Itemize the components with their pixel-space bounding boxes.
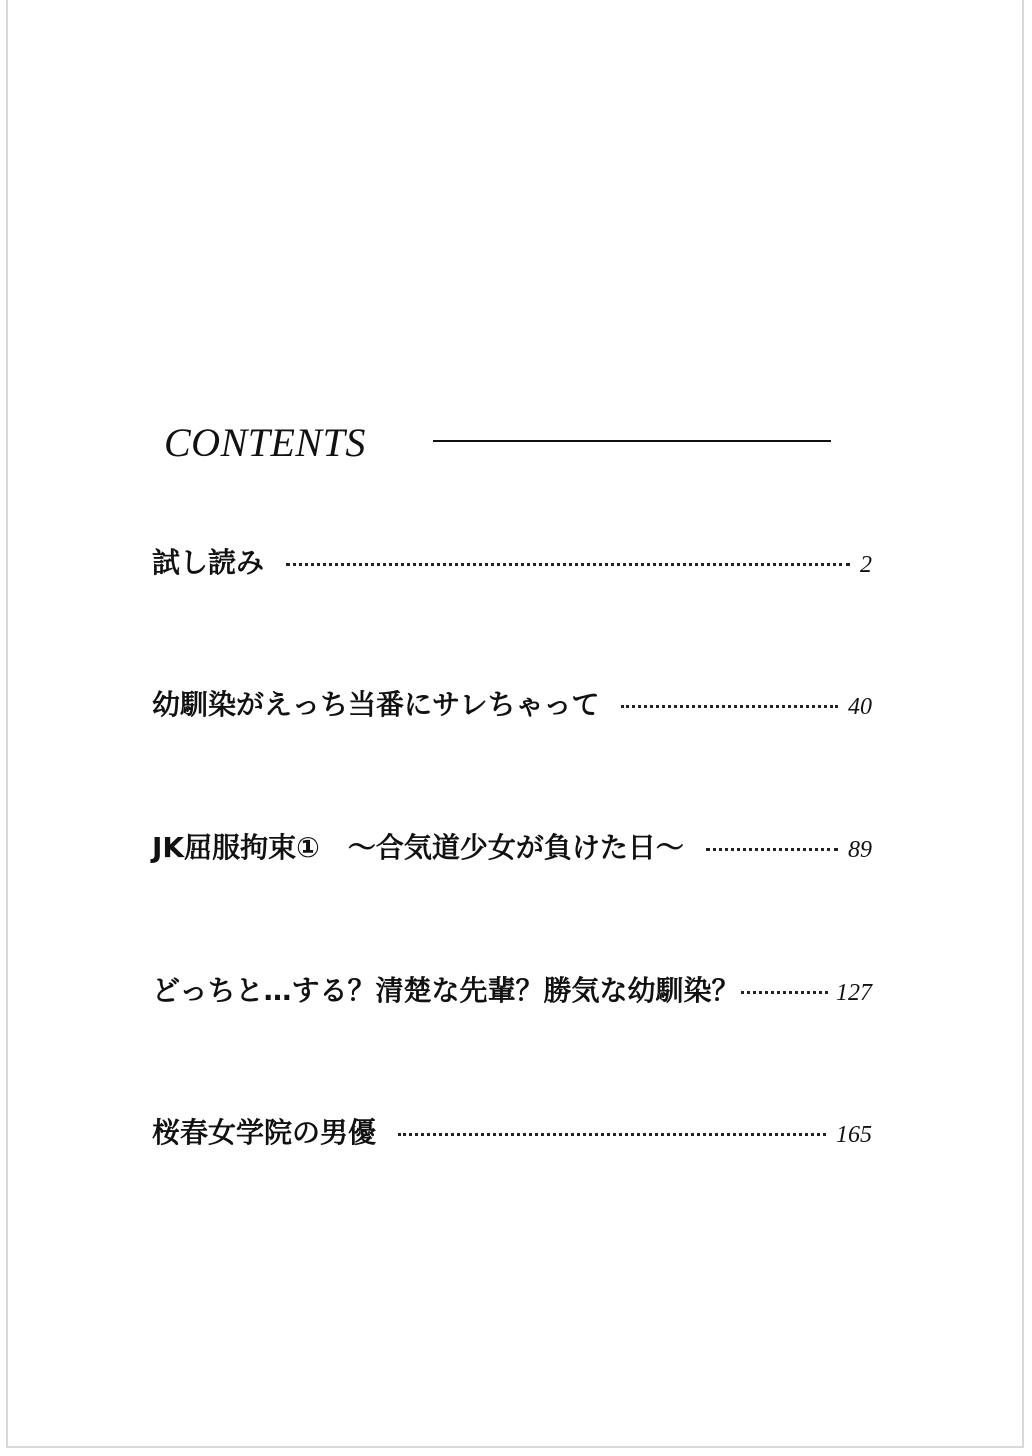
toc-page-number: 89 xyxy=(848,837,872,863)
toc-entry-title: 桜春女学院の男優 xyxy=(152,1116,377,1149)
toc-page-number: 2 xyxy=(860,552,872,578)
toc-dot-leader xyxy=(621,705,838,708)
contents-heading: CONTENTS xyxy=(164,420,366,465)
toc-entry xyxy=(152,682,872,728)
toc-page-number: 40 xyxy=(848,694,872,720)
toc-dot-leader xyxy=(398,1133,826,1136)
toc-entry-title: 幼馴染がえっち当番にサレちゃって xyxy=(152,688,600,721)
heading-rule xyxy=(433,440,831,442)
toc-dot-leader xyxy=(741,991,828,994)
toc-entry-title: 試し読み xyxy=(152,546,265,579)
toc-page-number: 165 xyxy=(836,1122,872,1148)
toc-entry xyxy=(152,1110,872,1156)
toc-page-number: 127 xyxy=(836,980,872,1006)
toc-dot-leader xyxy=(706,848,838,851)
toc-entry-title: JK屈服拘束① ～合気道少女が負けた日～ xyxy=(152,831,684,864)
toc-entry-title: どっちと…する？清楚な先輩？勝気な幼馴染？ xyxy=(152,974,740,1007)
toc-entry xyxy=(152,968,872,1014)
toc-entry xyxy=(152,825,872,871)
toc-dot-leader xyxy=(286,563,850,566)
toc-entry xyxy=(152,540,872,586)
